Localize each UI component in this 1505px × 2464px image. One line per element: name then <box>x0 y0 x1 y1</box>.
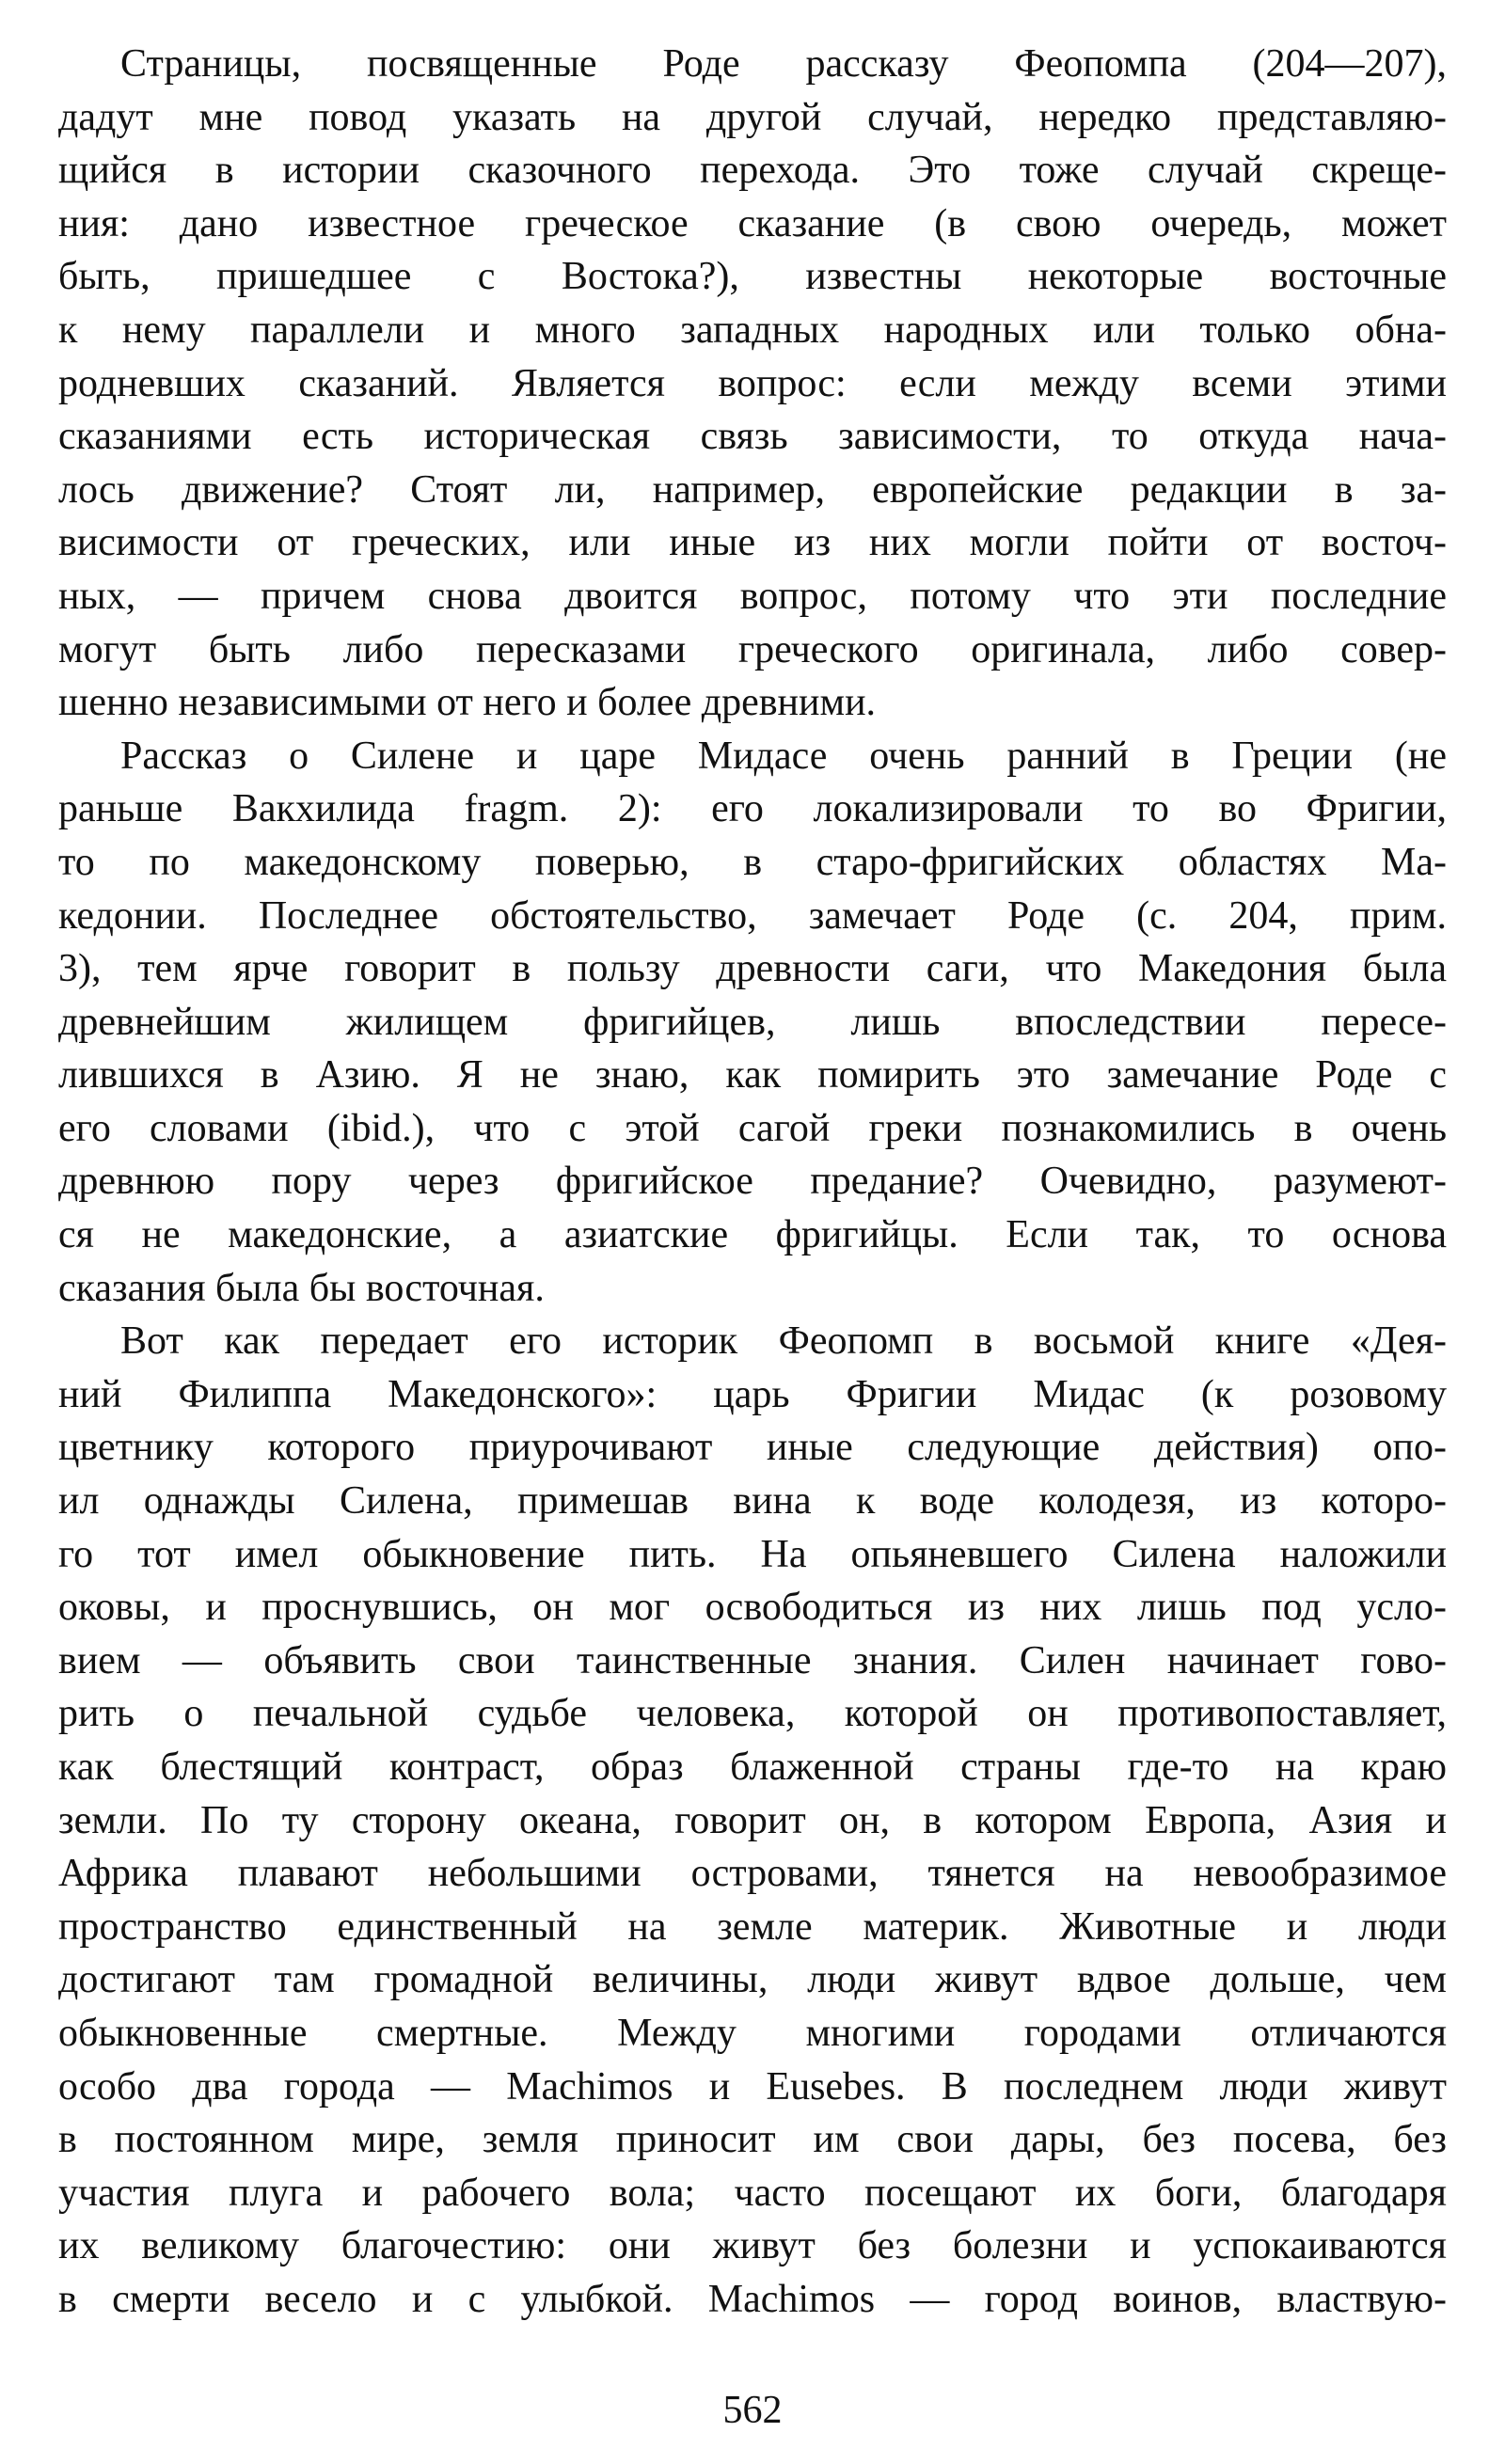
text-line: в постоянном мире, земля приносит им свои дары, без посева, без <box>58 2118 1447 2162</box>
text-line: сказания была бы восточная. <box>58 1266 545 1310</box>
page-body <box>58 38 1447 2327</box>
text-line: рить о печальной судьбе человека, которой он противопоставляет, <box>58 1692 1447 1736</box>
text-line: Рассказ о Силене и царе Мидасе очень ранний в Греции (не <box>120 734 1447 778</box>
text-line: лившихся в Азию. Я не знаю, как помирить это замечание Роде с <box>58 1053 1447 1098</box>
text-line: Африка плавают небольшими островами, тянется на невообразимое <box>58 1852 1447 1896</box>
text-line: ил однажды Силена, примешав вина к воде колодезя, из которо- <box>58 1479 1447 1524</box>
text-line: древнюю пору через фригийское предание? Очевидно, разумеют- <box>58 1160 1447 1204</box>
text-line: как блестящий контраст, образ блаженной страны где-то на краю <box>58 1745 1447 1789</box>
text-line: в смерти весело и с улыбкой. Machimos — город воинов, властвую- <box>58 2277 1447 2321</box>
text-line: оковы, и проснувшись, он мог освободиться из них лишь под усло- <box>58 1586 1447 1630</box>
text-line: висимости от греческих, или иные из них могли пойти от восточ- <box>58 521 1447 565</box>
text-line: цветнику которого приурочивают иные следующие действия) опо- <box>58 1426 1447 1470</box>
text-line: ся не македонские, а азиатские фригийцы. Если так, то основа <box>58 1213 1447 1257</box>
text-line: 3), тем ярче говорит в пользу древности саги, что Македония была <box>58 947 1447 991</box>
text-line: дадут мне повод указать на другой случай, нередко представляю- <box>58 95 1447 139</box>
text-line: участия плуга и рабочего вола; часто посещают их боги, благодаря <box>58 2171 1447 2215</box>
text-line: земли. По ту сторону океана, говорит он, в котором Европа, Азия и <box>58 1798 1447 1842</box>
text-line: Страницы, посвященные Роде рассказу Феопомпа (204—207), <box>120 42 1447 86</box>
text-line: родневших сказаний. Является вопрос: если между всеми этими <box>58 361 1447 405</box>
text-line: шенно независимыми от него и более древними. <box>58 681 877 725</box>
text-line: могут быть либо пересказами греческого оригинала, либо совер- <box>58 627 1447 671</box>
text-line: Вот как передает его историк Феопомп в восьмой книге «Дея- <box>120 1319 1447 1364</box>
paragraph-1 <box>58 38 1447 730</box>
text-line: ния: дано известное греческое сказание (в свою очередь, может <box>58 201 1447 245</box>
text-line: достигают там громадной величины, люди живут вдвое дольше, чем <box>58 1958 1447 2002</box>
text-line: ных, — причем снова двоится вопрос, потому что эти последние <box>58 574 1447 618</box>
text-line: его словами (ibid.), что с этой сагой греки познакомились в очень <box>58 1106 1447 1150</box>
text-line: лось движение? Стоят ли, например, европейские редакции в за- <box>58 467 1447 512</box>
text-line: кедонии. Последнее обстоятельство, замечает Роде (с. 204, прим. <box>58 893 1447 938</box>
text-line: вием — объявить свои таинственные знания. Силен начинает гово- <box>58 1638 1447 1682</box>
text-line: сказаниями есть историческая связь зависимости, то откуда нача- <box>58 415 1447 459</box>
text-line: пространство единственный на земле материк. Животные и люди <box>58 1904 1447 1949</box>
text-line: раньше Вакхилида fragm. 2): его локализировали то во Фригии, <box>58 787 1447 831</box>
text-line: го тот имел обыкновение пить. На опьяневшего Силена наложили <box>58 1532 1447 1576</box>
page-number: 562 <box>722 2389 783 2432</box>
text-line: древнейшим жилищем фригийцев, лишь впоследствии пересе- <box>58 1000 1447 1044</box>
text-line: то по македонскому поверью, в старо-фригийских областях Ма- <box>58 840 1447 884</box>
text-line: обыкновенные смертные. Между многими городами отличаются <box>58 2011 1447 2055</box>
paragraph-3 <box>58 1315 1447 2326</box>
text-line: быть, пришедшее с Востока?), известны некоторые восточные <box>58 255 1447 299</box>
text-line: их великому благочестию: они живут без болезни и успокаиваются <box>58 2224 1447 2268</box>
text-line: особо два города — Machimos и Eusebes. В последнем люди живут <box>58 2064 1447 2109</box>
text-line: ний Филиппа Македонского»: царь Фригии Мидас (к розовому <box>58 1372 1447 1416</box>
paragraph-2 <box>58 730 1447 1316</box>
text-line: к нему параллели и много западных народных или только обна- <box>58 308 1447 352</box>
text-line: щийся в истории сказочного перехода. Это тоже случай скреще- <box>58 149 1447 193</box>
